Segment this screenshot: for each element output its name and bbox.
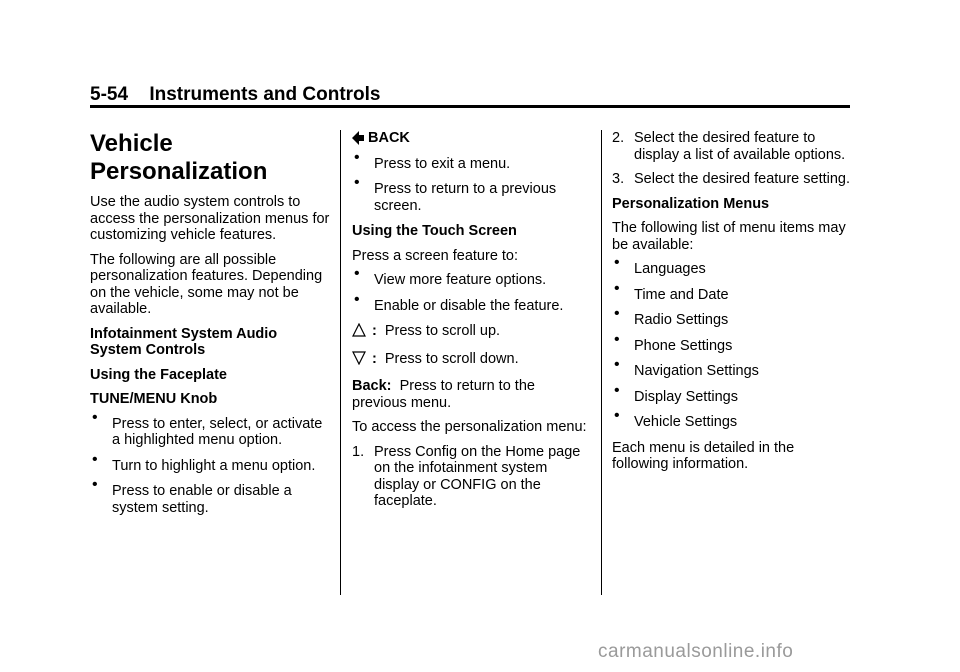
subheading: Infotainment System Audio System Controls	[90, 325, 278, 358]
list-item: • Press to enable or disable a system setting.	[92, 476, 292, 516]
list-item: • Phone Settings	[614, 330, 733, 354]
list-item: • Display Settings	[614, 381, 738, 405]
back-heading	[352, 130, 588, 147]
list-item: • Time and Date	[614, 279, 729, 303]
list-item: • Navigation Settings	[614, 356, 759, 379]
back-label: BACK	[368, 130, 410, 146]
section-title: Instruments and Controls	[149, 84, 381, 105]
list-item: • View more feature options.	[354, 265, 547, 288]
list-item: • Languages	[614, 254, 706, 277]
scroll-up-icon	[352, 323, 372, 342]
list-item: • Enable or disable the feature.	[354, 290, 564, 314]
subheading: Using the Faceplate	[90, 366, 227, 383]
column-middle	[352, 130, 588, 518]
subheading: Using the Touch Screen	[352, 223, 517, 239]
list-item: • Press to enter, select, or activate a highlighted menu option.	[92, 408, 323, 448]
list-item: • Press to exit a menu.	[354, 148, 511, 172]
column-left	[90, 130, 330, 525]
intro-paragraph: Use the audio system controls to access the personalization menus for customizing vehicle features.	[90, 194, 330, 243]
header-rule	[90, 105, 850, 108]
numbered-step: 1. Press Config on the Home page on the infotainment system display or CONFIG on the faceplate.	[352, 443, 581, 509]
numbered-step: 2. Select the desired feature to display a list of available options.	[612, 130, 846, 163]
column-right	[612, 130, 852, 481]
list-item: • Turn to highlight a menu option.	[92, 450, 316, 474]
scroll-down-icon	[352, 351, 372, 370]
title-line: Personalization	[90, 158, 268, 185]
back-definition: Back: Press to return to the previous menu.	[352, 378, 535, 411]
paragraph: The following list of menu items may be available:	[612, 220, 846, 253]
subheading: TUNE/MENU Knob	[90, 391, 218, 407]
page-title	[90, 130, 330, 186]
paragraph: Each menu is detailed in the following information.	[612, 439, 795, 472]
title-line: Vehicle	[90, 130, 173, 157]
numbered-step: 3. Select the desired feature setting.	[612, 171, 851, 187]
page-number: 5-54	[90, 84, 129, 105]
column-divider	[340, 130, 341, 595]
column-divider	[601, 130, 602, 595]
intro-paragraph: The following are all possible personalization features. Depending on the vehicle, some may not be available.	[90, 251, 323, 317]
list-item: • Vehicle Settings	[614, 407, 738, 430]
page-header	[90, 84, 381, 106]
watermark: carmanualsonline.info	[598, 641, 794, 662]
paragraph: Press a screen feature to:	[352, 247, 519, 264]
paragraph: To access the personalization menu:	[352, 419, 587, 435]
list-item: • Press to return to a previous screen.	[354, 174, 557, 214]
subheading: Personalization Menus	[612, 195, 770, 212]
scroll-down-row: : Press to scroll down.	[352, 351, 588, 370]
list-item: • Radio Settings	[614, 305, 729, 328]
back-arrow-icon	[352, 131, 364, 145]
scroll-up-row: : Press to scroll up.	[352, 323, 588, 342]
